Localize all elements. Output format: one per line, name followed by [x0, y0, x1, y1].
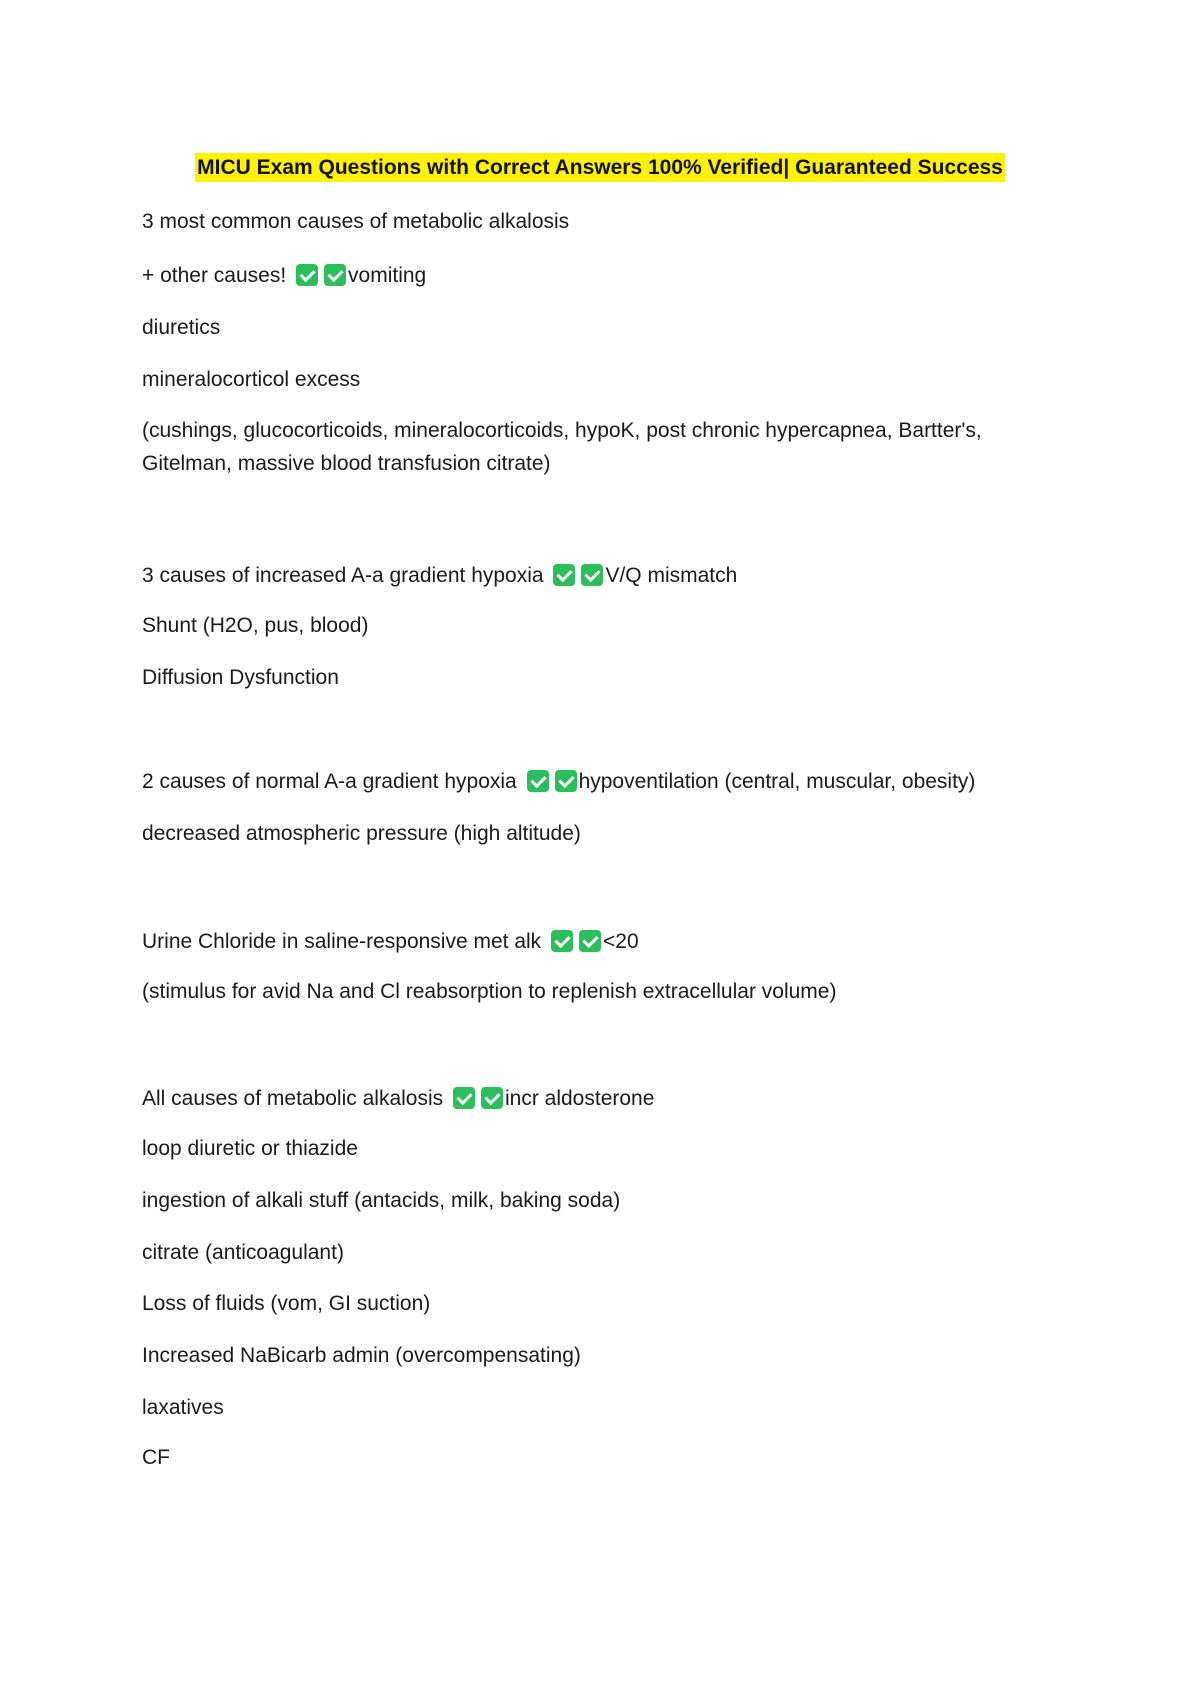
answer-4: <20	[603, 930, 639, 953]
document-title	[0, 156, 1200, 180]
answer-5-line: ingestion of alkali stuff (antacids, milk, baking soda)	[142, 1189, 621, 1212]
answer-2: V/Q mismatch	[605, 564, 738, 587]
question-5-row	[142, 1085, 654, 1113]
answer-1-line: diuretics	[142, 316, 221, 339]
check-mark-icon	[551, 930, 573, 952]
check-mark-icon	[555, 770, 577, 792]
question-1-row	[142, 262, 426, 290]
question-2: 3 causes of increased A-a gradient hypoxia	[142, 564, 544, 587]
check-mark-icon	[553, 564, 575, 586]
question-4-row	[142, 928, 639, 956]
question-3: 2 causes of normal A-a gradient hypoxia	[142, 770, 517, 793]
check-mark-icon	[296, 264, 318, 286]
answer-3-line: decreased atmospheric pressure (high altitude)	[142, 822, 581, 845]
answer-1-line: mineralocorticol excess	[142, 368, 361, 391]
answer-5-line: Increased NaBicarb admin (overcompensating)	[142, 1344, 581, 1367]
check-mark-icon	[527, 770, 549, 792]
question-1-continued: + other causes!	[142, 264, 287, 287]
answer-4-line: (stimulus for avid Na and Cl reabsorption to replenish extracellular volume)	[142, 980, 837, 1003]
question-2-row	[142, 562, 737, 590]
answer-5-line: Loss of fluids (vom, GI suction)	[142, 1292, 431, 1315]
answer-2-line: Shunt (H2O, pus, blood)	[142, 614, 369, 637]
check-mark-icon	[453, 1087, 475, 1109]
answer-1-line: (cushings, glucocorticoids, mineralocorticoids, hypoK, post chronic hypercapnea, Bartter's, Gitelman, massive blood transfusion citrate)	[142, 419, 982, 475]
check-mark-icon	[324, 264, 346, 286]
answer-5-line: citrate (anticoagulant)	[142, 1241, 344, 1264]
check-mark-icon	[579, 930, 601, 952]
check-mark-icon	[481, 1087, 503, 1109]
answer-5-line: loop diuretic or thiazide	[142, 1137, 358, 1160]
answer-5-line: laxatives	[142, 1396, 224, 1419]
answer-2-line: Diffusion Dysfunction	[142, 666, 339, 689]
answer-3: hypoventilation (central, muscular, obesity)	[578, 770, 976, 793]
question-3-row	[142, 768, 975, 796]
answer-1: vomiting	[348, 264, 427, 287]
title-text: MICU Exam Questions with Correct Answers 100% Verified| Guaranteed Success	[195, 153, 1005, 182]
answer-5-line: CF	[142, 1446, 170, 1469]
question-5: All causes of metabolic alkalosis	[142, 1087, 444, 1110]
question-4: Urine Chloride in saline-responsive met alk	[142, 930, 542, 953]
question-1: 3 most common causes of metabolic alkalosis	[142, 210, 570, 233]
check-mark-icon	[581, 564, 603, 586]
answer-5: incr aldosterone	[504, 1087, 655, 1110]
